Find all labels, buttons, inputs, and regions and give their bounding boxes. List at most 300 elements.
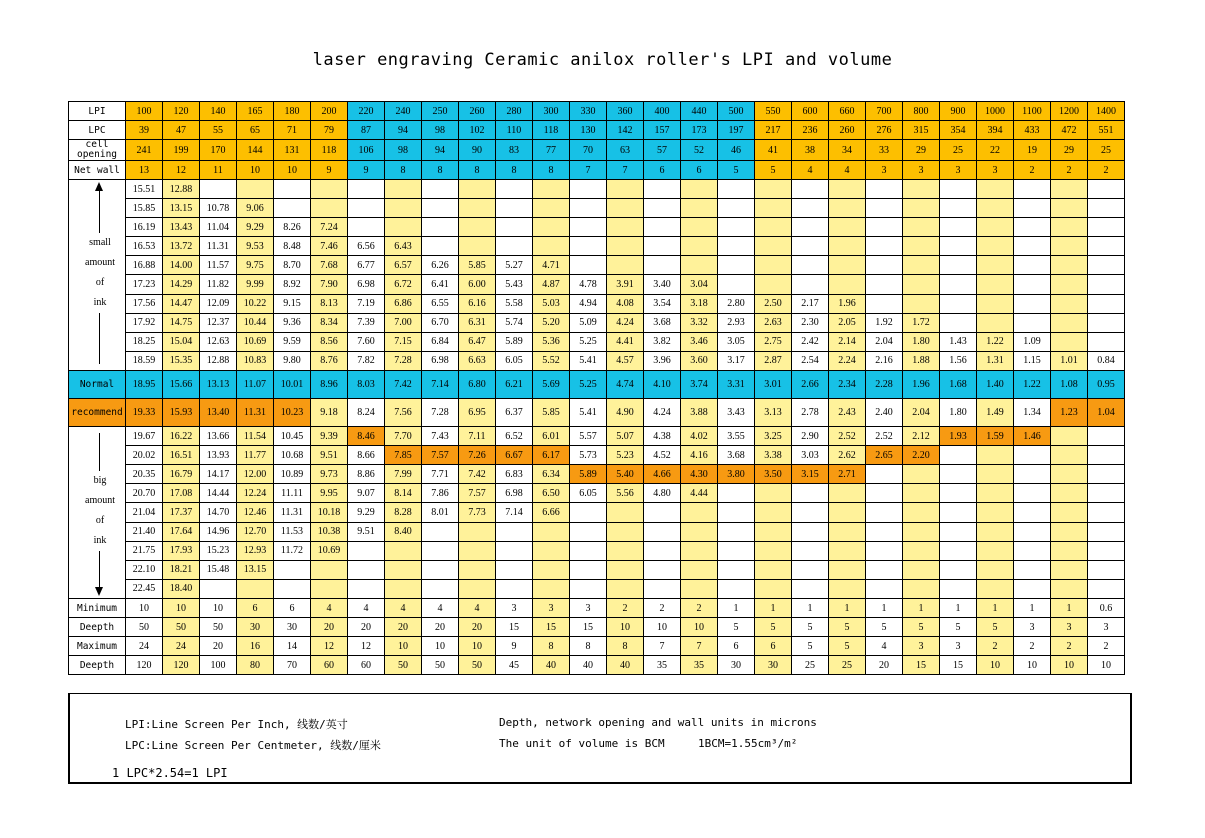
volume-cell [200, 180, 237, 199]
header-cell: 200 [311, 102, 348, 121]
volume-cell: 6.98 [348, 275, 385, 294]
units-note: Depth, network opening and wall units in microns [499, 716, 817, 729]
volume-cell [792, 275, 829, 294]
volume-cell: 9.53 [237, 237, 274, 256]
volume-cell [570, 560, 607, 579]
header-cell: 1200 [1051, 102, 1088, 121]
header-cell: 131 [274, 140, 311, 161]
spec-cell: 20 [311, 618, 348, 637]
volume-cell [459, 237, 496, 256]
volume-cell [385, 560, 422, 579]
row-label: Deepth [69, 656, 126, 675]
volume-cell: 6.16 [459, 294, 496, 313]
volume-cell: 10.45 [274, 427, 311, 446]
header-cell: 360 [607, 102, 644, 121]
volume-cell: 5.85 [459, 256, 496, 275]
volume-cell [1014, 503, 1051, 522]
volume-cell [829, 199, 866, 218]
volume-cell [607, 199, 644, 218]
volume-cell: 9.80 [274, 351, 311, 370]
volume-cell [718, 199, 755, 218]
volume-cell: 8.28 [385, 503, 422, 522]
volume-cell: 20.35 [126, 465, 163, 484]
volume-cell [718, 560, 755, 579]
volume-cell: 6.66 [533, 503, 570, 522]
volume-cell [1051, 560, 1088, 579]
volume-cell [422, 180, 459, 199]
spec-cell: 16 [237, 637, 274, 656]
header-cell: 241 [126, 140, 163, 161]
volume-cell [829, 484, 866, 503]
volume-cell: 7.70 [385, 427, 422, 446]
volume-cell: 3.13 [755, 399, 792, 427]
volume-cell: 14.17 [200, 465, 237, 484]
volume-cell [348, 560, 385, 579]
spec-cell: 2 [1088, 637, 1125, 656]
volume-cell [940, 199, 977, 218]
header-cell: 94 [422, 140, 459, 161]
spec-cell: 50 [200, 618, 237, 637]
volume-cell [644, 522, 681, 541]
volume-cell: 18.59 [126, 351, 163, 370]
header-cell: 106 [348, 140, 385, 161]
header-cell: 63 [607, 140, 644, 161]
volume-cell: 6.43 [385, 237, 422, 256]
volume-cell: 1.68 [940, 371, 977, 399]
volume-cell: 6.05 [570, 484, 607, 503]
spec-cell: 20 [200, 637, 237, 656]
volume-cell [496, 560, 533, 579]
volume-cell: 6.17 [533, 446, 570, 465]
header-cell: 3 [977, 161, 1014, 180]
volume-cell: 3.40 [644, 275, 681, 294]
volume-cell [940, 503, 977, 522]
volume-cell [607, 522, 644, 541]
volume-cell [385, 579, 422, 598]
volume-cell [903, 275, 940, 294]
volume-cell: 9.51 [311, 446, 348, 465]
volume-cell: 3.91 [607, 275, 644, 294]
volume-cell: 7.00 [385, 313, 422, 332]
volume-cell: 14.29 [163, 275, 200, 294]
volume-cell: 12.24 [237, 484, 274, 503]
volume-cell [977, 313, 1014, 332]
spec-cell: 60 [348, 656, 385, 675]
anilox-volume-table [68, 101, 1125, 675]
row-label: Maximum [69, 637, 126, 656]
spec-cell: 8 [607, 637, 644, 656]
volume-cell [903, 522, 940, 541]
header-cell: 199 [163, 140, 200, 161]
volume-cell: 6.55 [422, 294, 459, 313]
volume-cell: 6.37 [496, 399, 533, 427]
volume-cell: 2.05 [829, 313, 866, 332]
volume-cell: 3.55 [718, 427, 755, 446]
header-cell: 98 [422, 121, 459, 140]
volume-cell: 1.15 [1014, 351, 1051, 370]
volume-cell: 2.17 [792, 294, 829, 313]
header-cell: 276 [866, 121, 903, 140]
header-cell: 10 [274, 161, 311, 180]
volume-cell [1088, 294, 1125, 313]
volume-cell [940, 446, 977, 465]
volume-cell: 2.16 [866, 351, 903, 370]
volume-cell [1051, 446, 1088, 465]
volume-cell [903, 541, 940, 560]
header-cell: 354 [940, 121, 977, 140]
header-cell: 551 [1088, 121, 1125, 140]
volume-cell: 17.37 [163, 503, 200, 522]
header-cell: 433 [1014, 121, 1051, 140]
volume-cell: 4.90 [607, 399, 644, 427]
volume-cell [1014, 484, 1051, 503]
volume-cell: 4.87 [533, 275, 570, 294]
volume-cell [792, 180, 829, 199]
header-cell: 118 [533, 121, 570, 140]
spec-cell: 3 [903, 637, 940, 656]
volume-cell: 21.04 [126, 503, 163, 522]
spec-cell: 2 [977, 637, 1014, 656]
volume-cell: 9.29 [237, 218, 274, 237]
spec-cell: 20 [459, 618, 496, 637]
spec-cell: 5 [977, 618, 1014, 637]
volume-cell: 5.57 [570, 427, 607, 446]
volume-cell [644, 180, 681, 199]
volume-cell [496, 579, 533, 598]
spec-cell: 1 [940, 599, 977, 618]
spec-cell: 24 [163, 637, 200, 656]
header-cell: 130 [570, 121, 607, 140]
header-cell: 700 [866, 102, 903, 121]
volume-cell: 6.21 [496, 371, 533, 399]
volume-cell [1088, 427, 1125, 446]
volume-cell: 13.93 [200, 446, 237, 465]
header-cell: 98 [385, 140, 422, 161]
spec-cell: 1 [977, 599, 1014, 618]
volume-cell: 2.24 [829, 351, 866, 370]
volume-cell: 8.34 [311, 313, 348, 332]
volume-cell: 2.40 [866, 399, 903, 427]
volume-cell: 8.96 [311, 371, 348, 399]
volume-cell: 5.52 [533, 351, 570, 370]
header-cell: 38 [792, 140, 829, 161]
volume-cell [903, 180, 940, 199]
volume-cell: 1.01 [1051, 351, 1088, 370]
volume-cell [274, 579, 311, 598]
volume-cell: 6.67 [496, 446, 533, 465]
volume-cell [1051, 256, 1088, 275]
volume-row [69, 484, 1125, 503]
volume-cell [940, 237, 977, 256]
volume-cell [829, 579, 866, 598]
volume-cell [533, 579, 570, 598]
volume-cell [348, 180, 385, 199]
spec-cell: 3 [570, 599, 607, 618]
header-cell: 7 [570, 161, 607, 180]
volume-cell [681, 180, 718, 199]
volume-cell: 6.70 [422, 313, 459, 332]
volume-cell [755, 256, 792, 275]
volume-cell [496, 541, 533, 560]
volume-cell [940, 180, 977, 199]
volume-cell: 3.54 [644, 294, 681, 313]
volume-cell [718, 503, 755, 522]
volume-cell: 2.52 [829, 427, 866, 446]
volume-cell [866, 579, 903, 598]
spec-cell: 80 [237, 656, 274, 675]
volume-cell: 12.63 [200, 332, 237, 351]
volume-cell [718, 484, 755, 503]
header-cell: 46 [718, 140, 755, 161]
volume-cell [718, 522, 755, 541]
volume-cell: 11.31 [274, 503, 311, 522]
volume-cell [274, 180, 311, 199]
header-cell: 8 [533, 161, 570, 180]
volume-cell: 14.75 [163, 313, 200, 332]
volume-cell: 13.43 [163, 218, 200, 237]
volume-cell [977, 541, 1014, 560]
volume-cell [607, 218, 644, 237]
header-cell: 71 [274, 121, 311, 140]
volume-cell: 18.21 [163, 560, 200, 579]
volume-cell: 12.93 [237, 541, 274, 560]
volume-cell [977, 180, 1014, 199]
header-cell: 197 [718, 121, 755, 140]
volume-cell: 16.53 [126, 237, 163, 256]
volume-cell: 5.25 [570, 371, 607, 399]
volume-cell: 8.92 [274, 275, 311, 294]
row-label: Normal [69, 371, 126, 399]
bcm-conversion: 1BCM=1.55cm³/m² [698, 737, 798, 750]
spec-cell: 4 [385, 599, 422, 618]
volume-cell [1014, 275, 1051, 294]
volume-cell: 19.67 [126, 427, 163, 446]
volume-cell [1088, 522, 1125, 541]
volume-cell [1088, 275, 1125, 294]
header-cell: 220 [348, 102, 385, 121]
volume-cell [348, 579, 385, 598]
volume-cell [866, 275, 903, 294]
volume-cell: 15.04 [163, 332, 200, 351]
volume-cell [459, 579, 496, 598]
volume-cell: 1.31 [977, 351, 1014, 370]
spec-cell: 25 [829, 656, 866, 675]
volume-cell [977, 237, 1014, 256]
volume-cell [1014, 294, 1051, 313]
volume-cell [570, 218, 607, 237]
header-cell: 142 [607, 121, 644, 140]
volume-cell [533, 218, 570, 237]
volume-cell [903, 199, 940, 218]
volume-row [69, 351, 1125, 370]
volume-cell: 20.70 [126, 484, 163, 503]
volume-cell: 1.96 [903, 371, 940, 399]
volume-cell [1088, 218, 1125, 237]
volume-cell: 6.52 [496, 427, 533, 446]
volume-cell: 5.69 [533, 371, 570, 399]
header-cell: 170 [200, 140, 237, 161]
spec-cell: 1 [903, 599, 940, 618]
volume-cell [607, 180, 644, 199]
volume-cell: 5.09 [570, 313, 607, 332]
volume-cell [681, 579, 718, 598]
volume-cell: 3.80 [718, 465, 755, 484]
header-cell: 240 [385, 102, 422, 121]
volume-cell [1088, 503, 1125, 522]
volume-cell [1051, 275, 1088, 294]
volume-cell: 11.07 [237, 371, 274, 399]
volume-cell: 2.43 [829, 399, 866, 427]
volume-cell: 3.60 [681, 351, 718, 370]
volume-cell: 7.24 [311, 218, 348, 237]
volume-cell [829, 541, 866, 560]
spec-cell: 10 [385, 637, 422, 656]
volume-cell: 2.63 [755, 313, 792, 332]
header-cell: 90 [459, 140, 496, 161]
header-cell: 9 [311, 161, 348, 180]
lpc-definition: LPC:Line Screen Per Centmeter, 线数/厘米 [125, 739, 381, 752]
spec-cell: 2 [607, 599, 644, 618]
volume-cell: 6.63 [459, 351, 496, 370]
header-cell: 394 [977, 121, 1014, 140]
volume-cell: 11.11 [274, 484, 311, 503]
volume-cell [607, 579, 644, 598]
spec-cell: 1 [1014, 599, 1051, 618]
volume-cell [940, 560, 977, 579]
spec-cell: 24 [126, 637, 163, 656]
recommend-row [69, 399, 1125, 427]
volume-cell [385, 541, 422, 560]
header-cell: 8 [385, 161, 422, 180]
volume-cell: 7.14 [496, 503, 533, 522]
spec-cell: 12 [311, 637, 348, 656]
volume-cell: 3.74 [681, 371, 718, 399]
volume-cell [644, 503, 681, 522]
volume-cell [792, 218, 829, 237]
volume-cell: 16.79 [163, 465, 200, 484]
spec-cell: 5 [755, 618, 792, 637]
volume-cell: 11.31 [200, 237, 237, 256]
volume-cell: 3.68 [718, 446, 755, 465]
spec-cell: 3 [1051, 618, 1088, 637]
volume-cell: 22.45 [126, 579, 163, 598]
spec-cell: 4 [348, 599, 385, 618]
spec-cell: 8 [533, 637, 570, 656]
volume-cell [1014, 522, 1051, 541]
volume-cell: 6.86 [385, 294, 422, 313]
volume-cell: 4.52 [644, 446, 681, 465]
header-cell: 8 [459, 161, 496, 180]
lpi-definition: LPI:Line Screen Per Inch, 线数/英寸 [125, 718, 348, 731]
spec-cell: 15 [940, 656, 977, 675]
volume-cell [459, 218, 496, 237]
spec-cell: 5 [829, 618, 866, 637]
volume-cell: 17.08 [163, 484, 200, 503]
volume-cell [1088, 541, 1125, 560]
volume-row [69, 313, 1125, 332]
volume-cell: 0.95 [1088, 371, 1125, 399]
volume-cell: 16.22 [163, 427, 200, 446]
volume-cell: 7.43 [422, 427, 459, 446]
spec-cell: 12 [348, 637, 385, 656]
volume-cell: 7.42 [459, 465, 496, 484]
volume-cell [977, 294, 1014, 313]
volume-cell: 1.92 [866, 313, 903, 332]
volume-cell: 1.56 [940, 351, 977, 370]
header-cell: 100 [126, 102, 163, 121]
volume-cell: 5.07 [607, 427, 644, 446]
volume-cell: 9.06 [237, 199, 274, 218]
volume-cell: 9.95 [311, 484, 348, 503]
header-cell: 500 [718, 102, 755, 121]
side-label-word: amount [85, 253, 115, 273]
header-cell: 4 [829, 161, 866, 180]
spec-cell: 3 [1014, 618, 1051, 637]
volume-cell [755, 180, 792, 199]
volume-cell [1051, 294, 1088, 313]
volume-cell [718, 180, 755, 199]
volume-cell: 10.89 [274, 465, 311, 484]
volume-cell: 12.70 [237, 522, 274, 541]
volume-cell: 12.00 [237, 465, 274, 484]
volume-cell: 15.23 [200, 541, 237, 560]
volume-cell: 2.28 [866, 371, 903, 399]
volume-cell: 13.72 [163, 237, 200, 256]
volume-cell [681, 503, 718, 522]
volume-cell: 17.64 [163, 522, 200, 541]
spec-cell: 50 [422, 656, 459, 675]
volume-cell [533, 560, 570, 579]
spec-cell: 35 [644, 656, 681, 675]
volume-cell: 2.04 [866, 332, 903, 351]
volume-cell [644, 218, 681, 237]
volume-cell [755, 541, 792, 560]
volume-cell: 1.59 [977, 427, 1014, 446]
volume-cell: 8.66 [348, 446, 385, 465]
volume-cell: 5.20 [533, 313, 570, 332]
volume-cell [866, 503, 903, 522]
spec-cell: 120 [126, 656, 163, 675]
volume-cell: 6.57 [385, 256, 422, 275]
volume-cell: 4.94 [570, 294, 607, 313]
volume-cell [1014, 180, 1051, 199]
header-cell: 157 [644, 121, 681, 140]
volume-cell [940, 484, 977, 503]
volume-cell: 21.40 [126, 522, 163, 541]
volume-cell [644, 560, 681, 579]
volume-cell [644, 199, 681, 218]
volume-cell: 21.75 [126, 541, 163, 560]
big-ink-label [69, 427, 126, 599]
volume-cell [792, 541, 829, 560]
volume-cell: 7.57 [422, 446, 459, 465]
volume-cell: 10.44 [237, 313, 274, 332]
volume-cell [977, 484, 1014, 503]
header-cell: 400 [644, 102, 681, 121]
volume-cell [903, 503, 940, 522]
spec-cell: 45 [496, 656, 533, 675]
volume-cell: 1.23 [1051, 399, 1088, 427]
volume-cell [755, 199, 792, 218]
volume-cell [940, 218, 977, 237]
spec-cell: 35 [681, 656, 718, 675]
volume-cell [1051, 199, 1088, 218]
volume-cell [1088, 579, 1125, 598]
volume-cell: 3.17 [718, 351, 755, 370]
volume-cell [792, 237, 829, 256]
spec-cell: 3 [1088, 618, 1125, 637]
volume-cell: 17.56 [126, 294, 163, 313]
